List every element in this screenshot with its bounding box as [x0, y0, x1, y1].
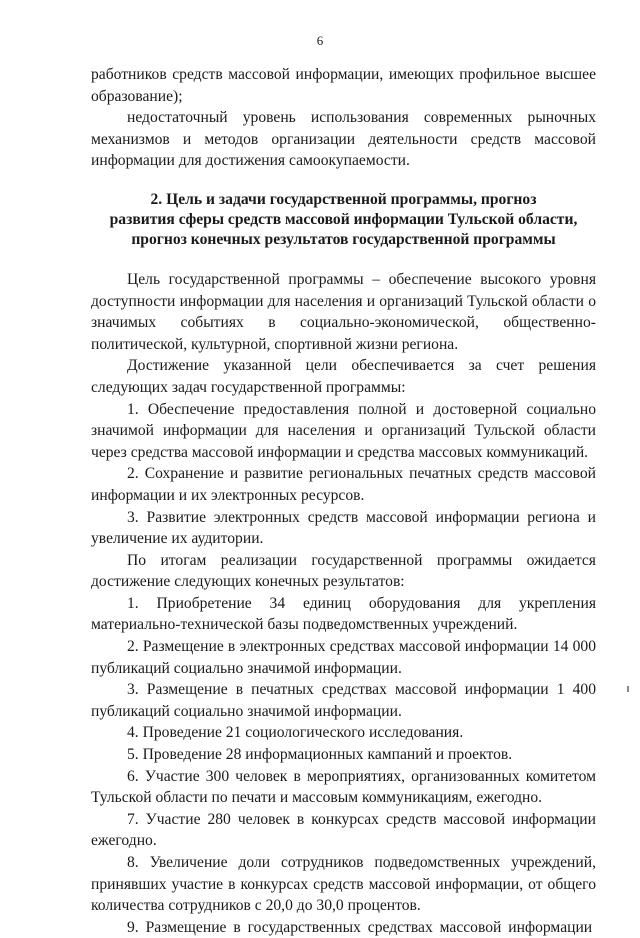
- result-item-4: 4. Проведение 21 социологического исследования.: [127, 724, 464, 742]
- result-item-3: 3. Размещение в печатных средствах массовой информации 1 400 публикаций социально значимой информации.: [91, 681, 596, 720]
- result-item-8: 8. Увеличение доли сотрудников подведомственных учреждений, принявших участие в конкурсах средств массовой информации, от общего количества сотрудников с 20,0 до 30,0 процентов.: [91, 854, 596, 915]
- paragraph-continued: работников средств массовой информации, имеющих профильное высшее образование);: [91, 66, 596, 105]
- result-item-2: 2. Размещение в электронных средствах массовой информации 14 000 публикаций социально значимой информации.: [91, 638, 596, 677]
- paragraph-results-intro: По итогам реализации государственной программы ожидается достижение следующих конечных результатов:: [91, 551, 596, 591]
- document-body: [91, 64, 596, 938]
- section-heading-line-3: прогноз конечных результатов государственной программы: [131, 230, 556, 248]
- scan-edge-mark: [627, 686, 629, 692]
- section-heading-line-1: 2. Цель и задачи государственной программы, прогноз: [150, 190, 537, 208]
- result-item-9: 9. Размещение в государственных средствах массовой информации: [127, 918, 593, 936]
- task-item-3: 3. Развитие электронных средств массовой информации региона и увеличение их аудитории.: [91, 508, 596, 548]
- task-item-1: 1. Обеспечение предоставления полной и достоверной социально значимой информации для населения и организаций Тульской области через средства массовой информации и средства массовых коммуникаций.: [91, 400, 596, 461]
- task-item-2: 2. Сохранение и развитие региональных печатных средств массовой информации и их электронных ресурсов.: [91, 465, 596, 504]
- section-heading-line-2: развития сферы средств массовой информации Тульской области,: [109, 210, 578, 228]
- result-item-7: 7. Участие 280 человек в конкурсах средств массовой информации ежегодно.: [91, 810, 596, 850]
- paragraph-goal: Цель государственной программы – обеспечение высокого уровня доступности информации для населения и организаций Тульской области о значимых событиях в социально-экономической, общественно-политической, культурной, спортивной жизни региона.: [91, 270, 596, 353]
- result-item-5: 5. Проведение 28 информационных кампаний и проектов.: [127, 746, 513, 764]
- page-number: 6: [316, 33, 324, 48]
- section-heading: [91, 190, 596, 250]
- paragraph-problem: недостаточный уровень использования современных рыночных механизмов и методов организации деятельности средств массовой информации для достижения самоокупаемости.: [91, 109, 596, 170]
- result-item-1: 1. Приобретение 34 единиц оборудования для укрепления материально-технической базы подведомственных учреждений.: [91, 594, 596, 634]
- paragraph-tasks-intro: Достижение указанной цели обеспечивается за счет решения следующих задач государственной программы:: [91, 357, 596, 396]
- result-item-6: 6. Участие 300 человек в мероприятиях, организованных комитетом Тульской области по печати и массовым коммуникациям, ежегодно.: [91, 767, 596, 807]
